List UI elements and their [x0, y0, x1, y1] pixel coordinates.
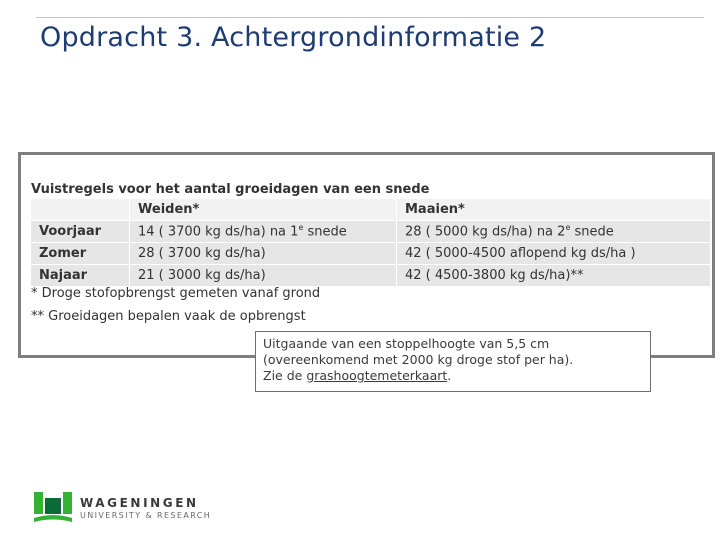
wageningen-logo — [32, 490, 212, 530]
table-row — [31, 265, 711, 287]
wageningen-logo-icon — [32, 490, 74, 526]
callout-line: Uitgaande van een stoppelhoogte van 5,5 cm — [263, 336, 550, 351]
maaien-cell: 28 ( 5000 kg ds/ha) na 2e snede — [397, 221, 711, 243]
season-cell: Najaar — [31, 265, 130, 287]
table-caption: Vuistregels voor het aantal groeidagen van een snede — [31, 182, 430, 197]
callout-line: (overeenkomend met 2000 kg droge stof per ha). — [263, 352, 574, 367]
header-cell-weiden: Weiden* — [130, 199, 397, 221]
table-row — [31, 243, 711, 265]
weiden-cell: 28 ( 3700 kg ds/ha) — [130, 243, 397, 265]
callout-line — [263, 368, 643, 384]
season-cell: Zomer — [31, 243, 130, 265]
header-cell-empty — [31, 199, 130, 221]
logo-wordmark: WAGENINGEN — [80, 496, 199, 510]
grashoogtemeterkaart-link[interactable]: grashoogtemeterkaart — [306, 368, 448, 383]
callout-prefix: Zie de — [263, 368, 307, 383]
table-image-frame — [18, 152, 715, 358]
table-row — [31, 221, 711, 243]
header-cell-maaien: Maaien* — [397, 199, 711, 221]
weiden-cell: 14 ( 3700 kg ds/ha) na 1e snede — [130, 221, 397, 243]
footnote-growth-days: ** Groeidagen bepalen vaak de opbrengst — [31, 309, 306, 324]
maaien-cell: 42 ( 4500-3800 kg ds/ha)** — [397, 265, 711, 287]
maaien-cell: 42 ( 5000-4500 aflopend kg ds/ha ) — [397, 243, 711, 265]
top-divider — [36, 17, 704, 18]
callout-suffix: . — [447, 368, 452, 383]
table-header-row — [31, 199, 711, 221]
season-cell: Voorjaar — [31, 221, 130, 243]
slide-title: Opdracht 3. Achtergrondinformatie 2 — [40, 22, 547, 53]
weiden-cell: 21 ( 3000 kg ds/ha) — [130, 265, 397, 287]
logo-subtitle: UNIVERSITY & RESEARCH — [80, 511, 212, 520]
callout-box — [255, 331, 651, 392]
growth-days-table — [31, 199, 711, 287]
footnote-dry-matter: * Droge stofopbrengst gemeten vanaf grond — [31, 286, 321, 301]
